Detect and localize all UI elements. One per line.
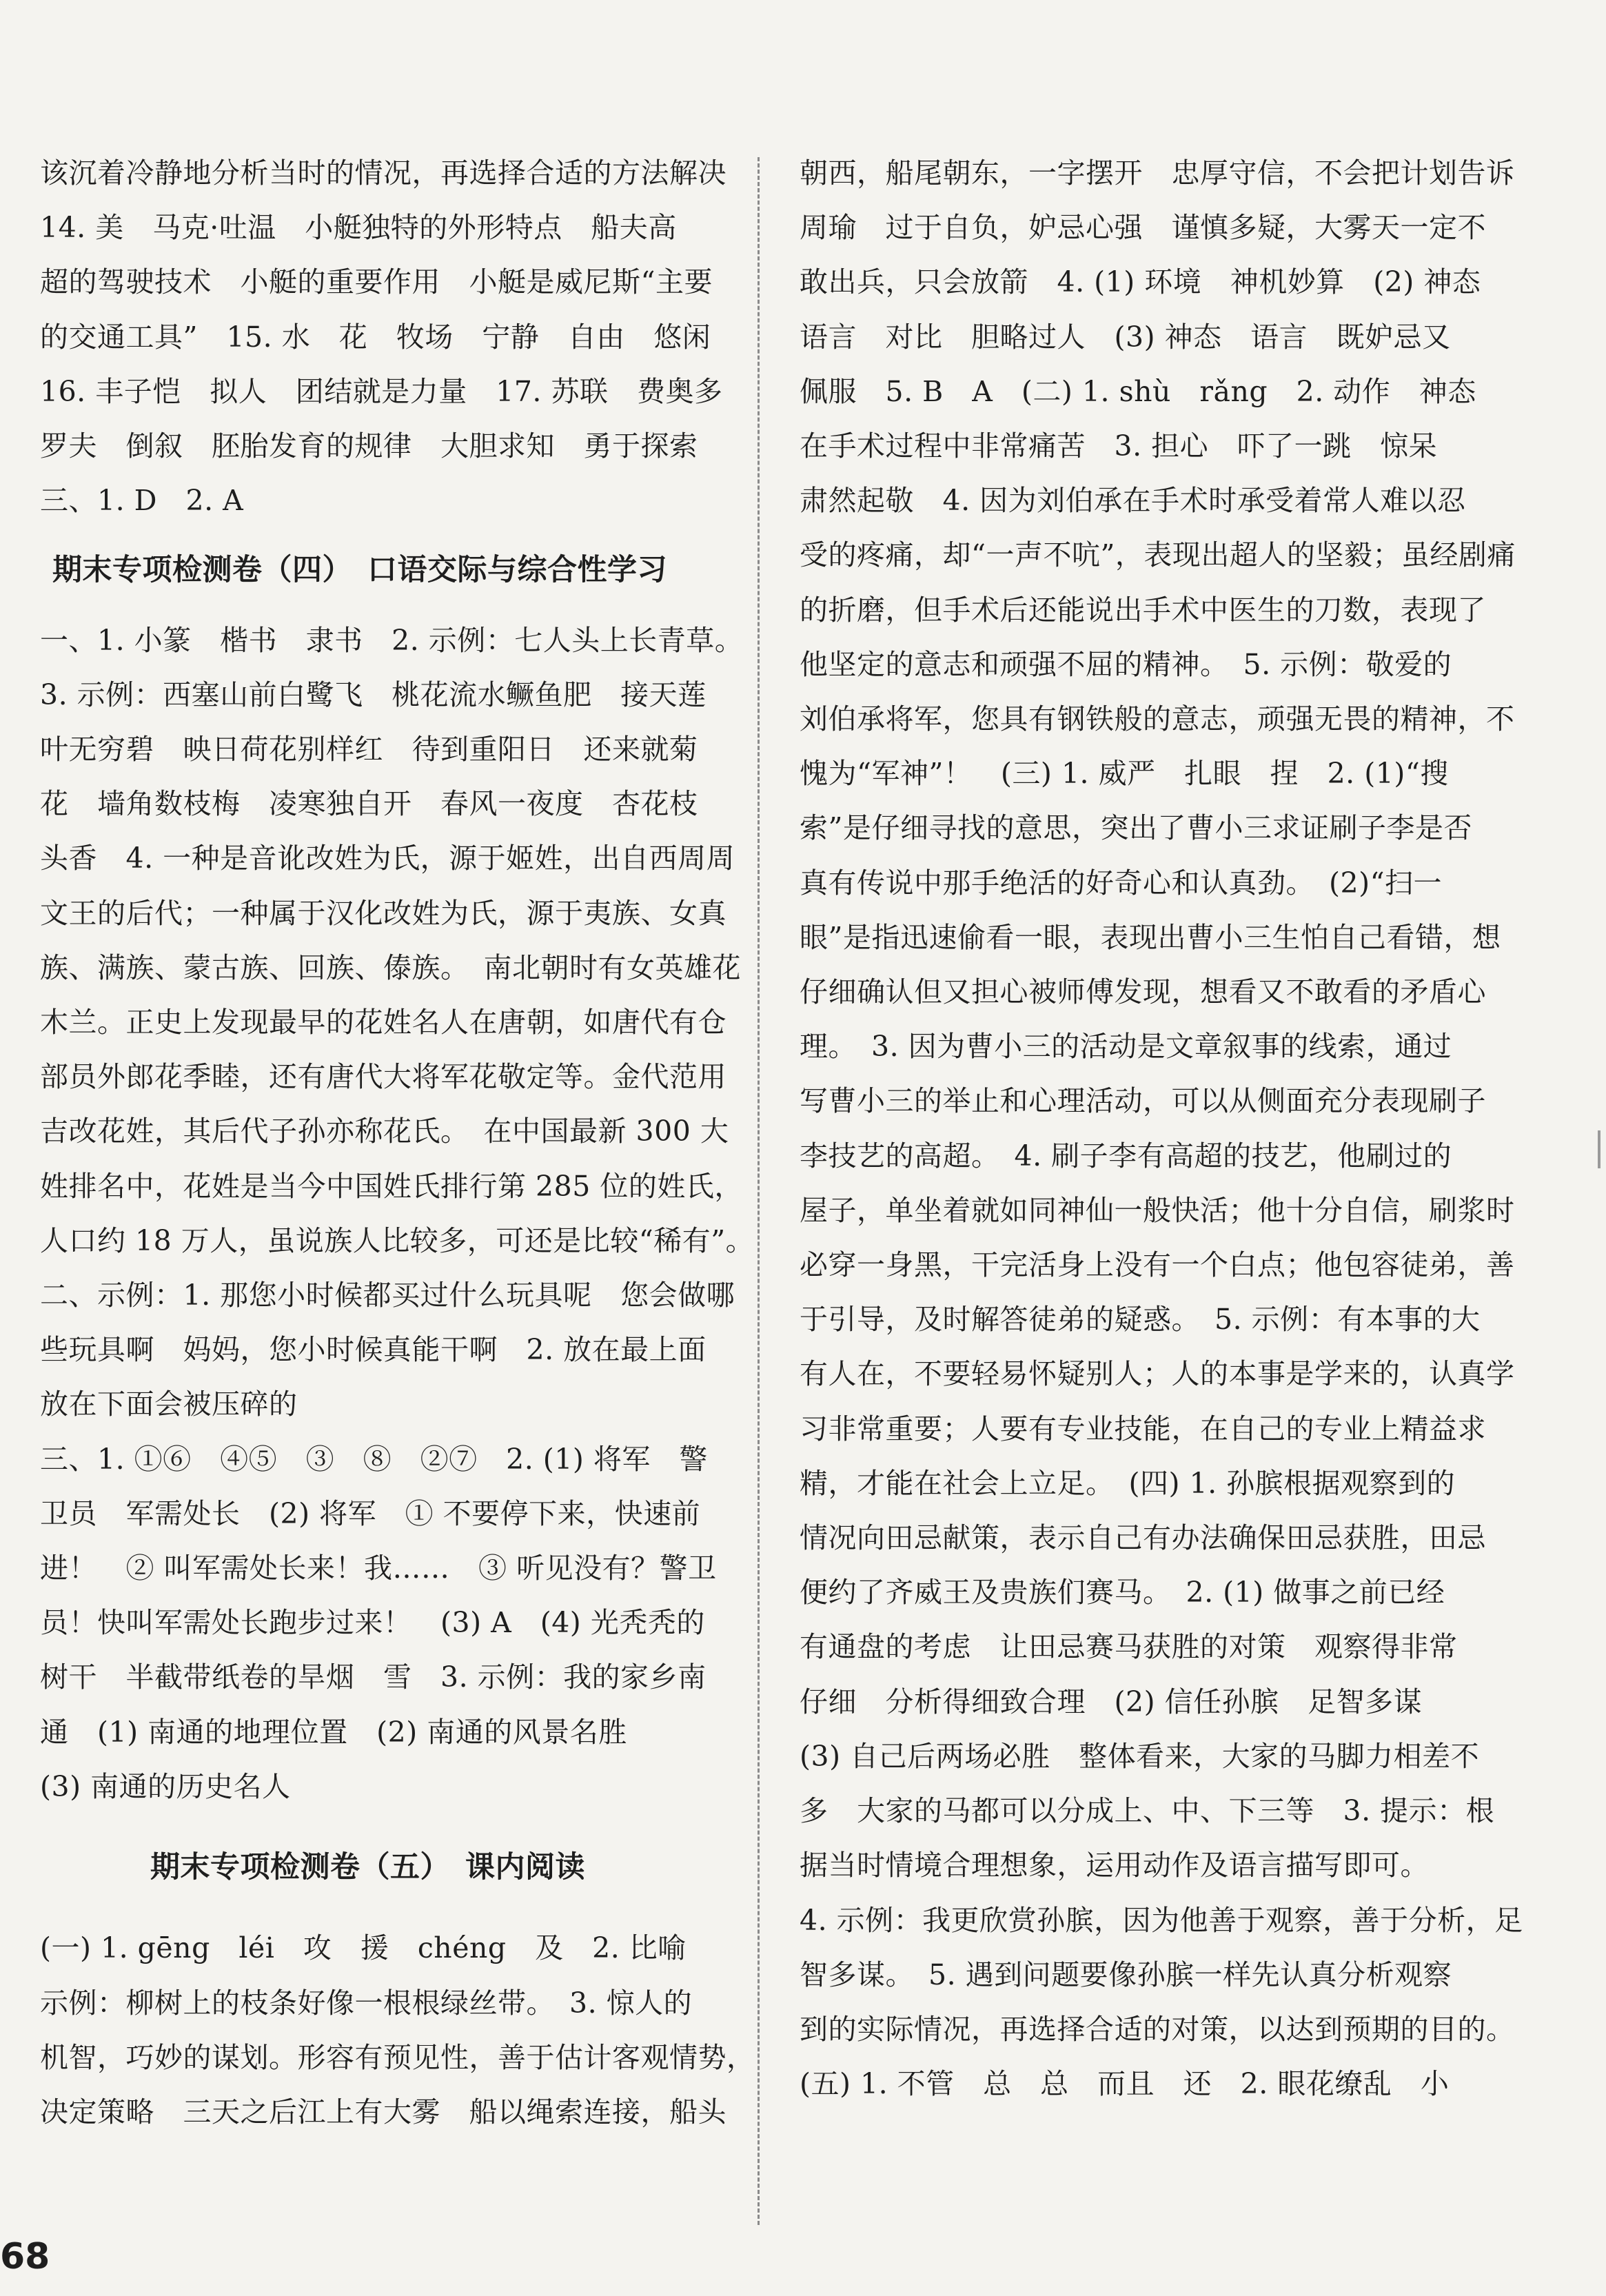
text-line: 智多谋。 5. 遇到问题要像孙膑一样先认真分析观察 [800, 1958, 1452, 1991]
text-line: 有人在，不要轻易怀疑别人；人的本事是学来的，认真学 [800, 1357, 1515, 1391]
text-line: 刘伯承将军，您具有钢铁般的意志，顽强无畏的精神，不 [800, 702, 1515, 736]
text-line: 于引导，及时解答徒弟的疑惑。 5. 示例：有本事的大 [800, 1303, 1481, 1337]
text-line: 肃然起敬 4. 因为刘伯承在手术时承受着常人难以忍 [800, 484, 1466, 518]
text-line: 决定策略 三天之后江上有大雾 船以绳索连接，船头 [40, 2095, 726, 2129]
text-line: 机智，巧妙的谋划。形容有预见性，善于估计客观情势， [40, 2040, 755, 2074]
text-line: 通 (1) 南通的地理位置 (2) 南通的风景名胜 [40, 1715, 627, 1749]
text-line: 一、1. 小篆 楷书 隶书 2. 示例：七人头上长青草。 [40, 623, 744, 657]
text-line: 多 大家的马都可以分成上、中、下三等 3. 提示：根 [800, 1794, 1495, 1828]
text-line: 愧为“军神”！ (三) 1. 威严 扎眼 捏 2. (1)“搜 [800, 757, 1449, 791]
text-line: 14. 美 马克·吐温 小艇独特的外形特点 船夫高 [40, 211, 677, 245]
text-line: 人口约 18 万人，虽说族人比较多，可还是比较“稀有”。 [40, 1223, 755, 1257]
text-line: 写曹小三的举止和心理活动，可以从侧面充分表现刷子 [800, 1084, 1486, 1118]
text-line: 些玩具啊 妈妈，您小时候真能干啊 2. 放在最上面 [40, 1333, 707, 1367]
text-line: (一) 1. gēng léi 攻 援 chéng 及 2. 比喻 [40, 1931, 687, 1965]
text-line: 部员外郎花季睦，还有唐代大将军花敬定等。金代范用 [40, 1060, 726, 1094]
page-number: 68 [0, 2236, 50, 2277]
text-line: 他坚定的意志和顽强不屈的精神。 5. 示例：敬爱的 [800, 647, 1452, 681]
text-line: 放在下面会被压碎的 [40, 1388, 298, 1421]
text-line: 进！ ② 叫军需处长来！我…… ③ 听见没有？警卫 [40, 1552, 717, 1585]
text-line: 头香 4. 一种是音讹改姓为氏，源于姬姓，出自西周周 [40, 842, 735, 875]
text-line: 文王的后代；一种属于汉化改姓为氏，源于夷族、女真 [40, 896, 726, 930]
text-line: 据当时情境合理想象，运用动作及语言描写即可。 [800, 1849, 1429, 1882]
text-line: 员！快叫军需处长跑步过来！ (3) A (4) 光秃秃的 [40, 1606, 705, 1640]
text-line: 示例：柳树上的枝条好像一根根绿丝带。 3. 惊人的 [40, 1986, 693, 2020]
right-column [800, 146, 1523, 2111]
text-line: (五) 1. 不管 总 总 而且 还 2. 眼花缭乱 小 [800, 2067, 1450, 2101]
left-column [40, 146, 755, 2140]
text-line: 的交通工具” 15. 水 花 牧场 宁静 自由 悠闲 [40, 320, 711, 354]
text-line: 三、1. ①⑥ ④⑤ ③ ⑧ ②⑦ 2. (1) 将军 警 [40, 1442, 708, 1476]
text-line: 李技艺的高超。 4. 刷子李有高超的技艺，他刷过的 [800, 1139, 1452, 1172]
text-line: 眼”是指迅速偷看一眼，表现出曹小三生怕自己看错，想 [800, 920, 1501, 954]
text-line: 花 墙角数枝梅 凌寒独自开 春风一夜度 杏花枝 [40, 787, 698, 821]
text-line: 仔细 分析得细致合理 (2) 信任孙膑 足智多谋 [800, 1685, 1423, 1718]
text-line: 真有传说中那手绝活的好奇心和认真劲。 (2)“扫一 [800, 866, 1443, 900]
text-line: 有通盘的考虑 让田忌赛马获胜的对策 观察得非常 [800, 1630, 1458, 1664]
text-line: 朝西，船尾朝东，一字摆开 忠厚守信，不会把计划告诉 [800, 156, 1515, 190]
text-line: 的折磨，但手术后还能说出手术中医生的刀数，表现了 [800, 593, 1486, 627]
column-divider [758, 157, 760, 2225]
text-line: 3. 示例：西塞山前白鹭飞 桃花流水鳜鱼肥 接天莲 [40, 678, 707, 711]
text-line: 敢出兵，只会放箭 4. (1) 环境 神机妙算 (2) 神态 [800, 265, 1481, 299]
text-line: 姓排名中，花姓是当今中国姓氏排行第 285 位的姓氏， [40, 1169, 743, 1203]
text-line: 受的疼痛，却“一声不吭”，表现出超人的坚毅；虽经剧痛 [800, 538, 1516, 572]
text-line: 该沉着冷静地分析当时的情况，再选择合适的方法解决 [40, 156, 726, 190]
text-line: 索”是仔细寻找的意思，突出了曹小三求证刷子李是否 [800, 811, 1472, 845]
text-line: 卫员 军需处长 (2) 将军 ① 不要停下来，快速前 [40, 1496, 701, 1530]
text-line: 4. 示例：我更欣赏孙膑，因为他善于观察，善于分析，足 [800, 1903, 1523, 1937]
text-line: 在手术过程中非常痛苦 3. 担心 吓了一跳 惊呆 [800, 429, 1438, 463]
margin-mark [1598, 1130, 1600, 1168]
text-line: 到的实际情况，再选择合适的对策，以达到预期的目的。 [800, 2012, 1515, 2046]
text-line: 情况向田忌献策，表示自己有办法确保田忌获胜，田忌 [800, 1521, 1486, 1555]
text-line: 16. 丰子恺 拟人 团结就是力量 17. 苏联 费奥多 [40, 374, 723, 408]
text-line: 必穿一身黑，干完活身上没有一个白点；他包容徒弟，善 [800, 1248, 1515, 1282]
text-line: 叶无穷碧 映日荷花别样红 待到重阳日 还来就菊 [40, 733, 698, 766]
section-heading-5: 期末专项检测卷（五） 课内阅读 [150, 1850, 585, 1885]
text-line: 族、满族、蒙古族、回族、傣族。 南北朝时有女英雄花 [40, 951, 741, 984]
text-line: (3) 南通的历史名人 [40, 1769, 291, 1803]
text-line: 习非常重要；人要有专业技能，在自己的专业上精益求 [800, 1412, 1486, 1445]
text-line: 超的驾驶技术 小艇的重要作用 小艇是威尼斯“主要 [40, 265, 713, 299]
text-line: 理。 3. 因为曹小三的活动是文章叙事的线索，通过 [800, 1030, 1452, 1064]
text-line: 二、示例：1. 那您小时候都买过什么玩具呢 您会做哪 [40, 1279, 735, 1312]
text-line: 语言 对比 胆略过人 (3) 神态 语言 既妒忌又 [800, 320, 1451, 354]
text-line: 木兰。正史上发现最早的花姓名人在唐朝，如唐代有仓 [40, 1006, 726, 1039]
text-line: 吉改花姓，其后代子孙亦称花氏。 在中国最新 300 大 [40, 1115, 729, 1148]
text-line: 便约了齐威王及贵族们赛马。 2. (1) 做事之前已经 [800, 1576, 1445, 1609]
text-line: (3) 自己后两场必胜 整体看来，大家的马脚力相差不 [800, 1739, 1480, 1773]
text-line: 仔细确认但又担心被师傅发现，想看又不敢看的矛盾心 [800, 975, 1486, 1009]
text-line: 佩服 5. B A (二) 1. shù rǎng 2. 动作 神态 [800, 374, 1476, 408]
text-line: 树干 半截带纸卷的旱烟 雪 3. 示例：我的家乡南 [40, 1660, 707, 1694]
text-line: 三、1. D 2. A [40, 484, 244, 518]
text-line: 屋子，单坐着就如同神仙一般快活；他十分自信，刷浆时 [800, 1193, 1515, 1227]
text-line: 精，才能在社会上立足。 (四) 1. 孙膑根据观察到的 [800, 1466, 1456, 1500]
section-heading-4: 期末专项检测卷（四） 口语交际与综合性学习 [52, 553, 667, 588]
text-line: 周瑜 过于自负，妒忌心强 谨慎多疑，大雾天一定不 [800, 211, 1486, 245]
text-line: 罗夫 倒叙 胚胎发育的规律 大胆求知 勇于探索 [40, 429, 698, 463]
